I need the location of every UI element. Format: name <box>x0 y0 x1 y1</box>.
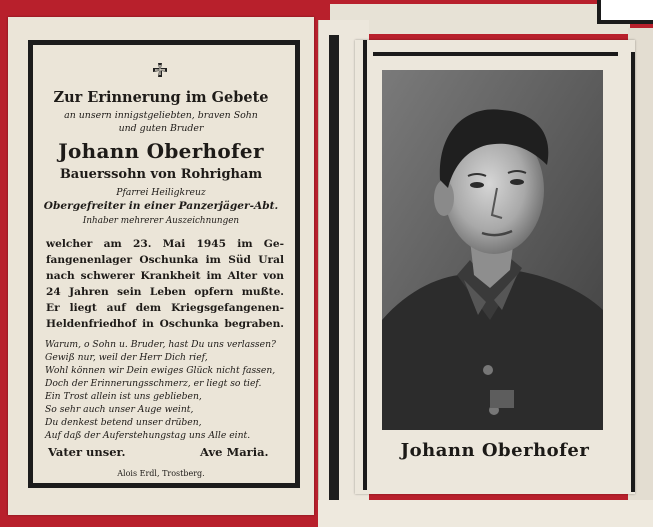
body-line: nach schwerer Krankheit im Alter von <box>46 270 284 282</box>
background-card-top <box>330 4 630 34</box>
decorations: Inhaber mehrerer Auszeichnungen <box>82 216 240 226</box>
portrait-caption: Johann Oberhofer <box>400 440 590 461</box>
background-card-bottom <box>318 500 653 527</box>
body-line: fangenenlager Oschunka im Süd Ural <box>46 254 284 266</box>
deceased-name: Johann Oberhofer <box>58 139 264 163</box>
poem-line: Ein Trost allein ist uns geblieben, <box>45 391 202 402</box>
prayer-left: Vater unser. <box>48 445 126 459</box>
portrait-photo <box>382 70 603 430</box>
body-line: Heldenfriedhof in Oschunka begraben. <box>46 318 284 330</box>
memorial-text-card <box>8 17 314 515</box>
mourning-border-top <box>373 52 618 56</box>
poem-line: Gewiß nur, weil der Herr Dich rief, <box>45 352 208 363</box>
poem-line: Wohl können wir Dein ewiges Glück nicht fassen, <box>45 365 276 376</box>
poem-line: Du denkest betend unser drüben, <box>45 417 202 428</box>
poem-line: Doch der Erinnerungsschmerz, er liegt so tief. <box>45 378 262 389</box>
poem-line: So sehr auch unser Auge weint, <box>45 404 194 415</box>
heading: Zur Erinnerung im Gebete <box>53 89 269 106</box>
body-line: Er liegt auf dem Kriegsgefangenen- <box>46 302 284 314</box>
poem-line: Warum, o Sohn u. Bruder, hast Du uns verlassen? <box>45 339 276 350</box>
mourning-border-left <box>363 40 367 490</box>
printer-credit: Alois Erdl, Trostberg. <box>117 469 205 478</box>
intro-line-1: an unsern innigstgeliebten, braven Sohn <box>64 110 258 121</box>
parish: Pfarrei Heiligkreuz <box>116 187 206 198</box>
body-line: 24 Jahren sein Leben opfern mußte. <box>46 286 284 298</box>
background-card-corner <box>597 0 653 24</box>
military-rank: Obergefreiter in einer Panzerjäger-Abt. <box>43 200 279 212</box>
iron-cross-icon <box>153 63 167 77</box>
intro-line-2: und guten Bruder <box>118 123 204 134</box>
memorial-photo-card <box>355 40 635 494</box>
occupation: Bauerssohn von Rohrigham <box>59 167 263 182</box>
body-line: welcher am 23. Mai 1945 im Ge- <box>46 238 284 250</box>
poem-line: Auf daß der Auferstehungstag uns Alle eint. <box>45 430 251 441</box>
prayer-right: Ave Maria. <box>200 445 269 459</box>
mourning-border-right <box>631 52 635 492</box>
